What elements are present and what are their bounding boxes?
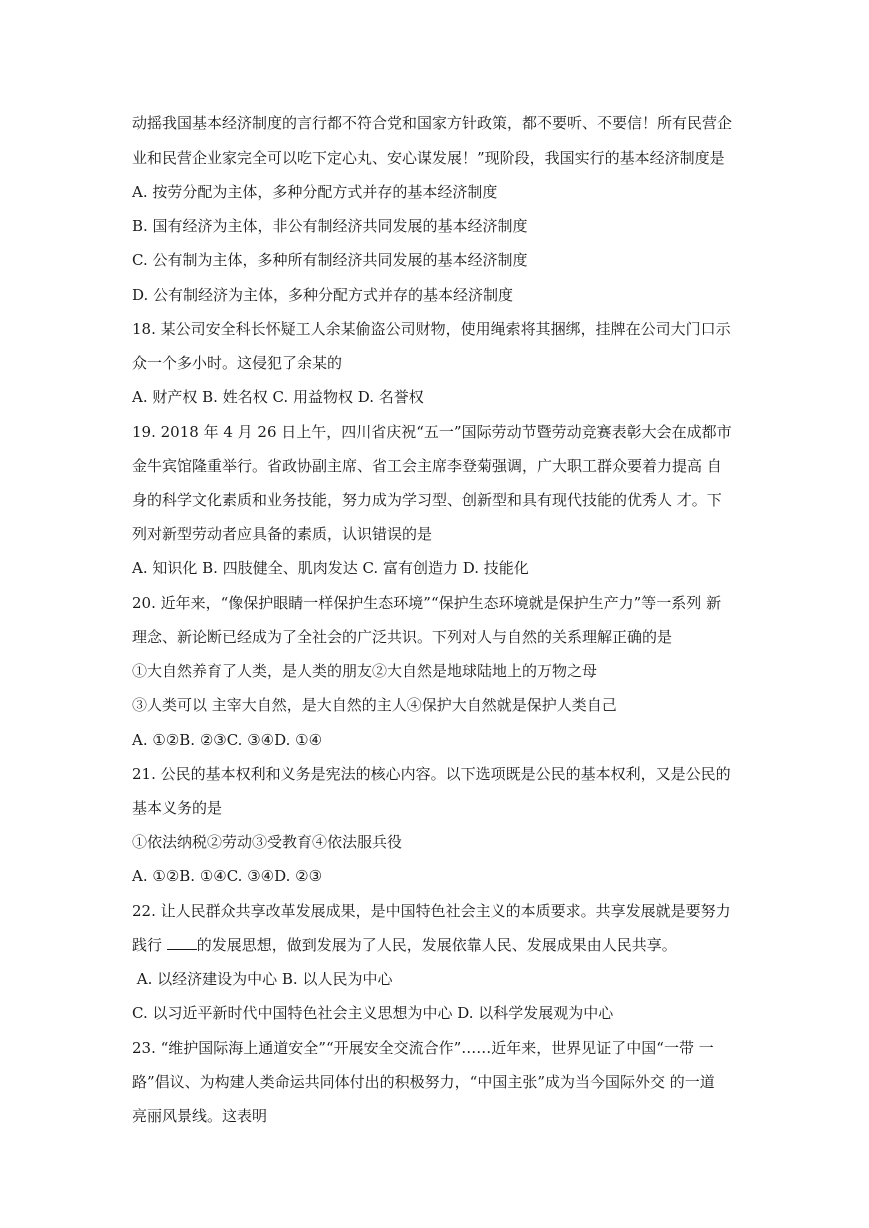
- question-23: 23. “维护国际海上通道安全”“开展安全交流合作”……近年来，世界见证了中国“一带 一: [132, 1039, 714, 1057]
- text-line: 理念、新论断已经成为了全社会的广泛共识。下列对人与自然的关系理解正确的是: [132, 628, 673, 646]
- option-line: D. 公有制经济为主体，多种分配方式并存的基本经济制度: [132, 286, 514, 304]
- option-line: A. 财产权 B. 姓名权 C. 用益物权 D. 名誉权: [132, 388, 424, 406]
- question-21: 21. 公民的基本权利和义务是宪法的核心内容。以下选项既是公民的基本权利，又是公民的: [132, 765, 731, 783]
- text-line: 金牛宾馆隆重举行。省政协副主席、省工会主席李登菊强调，广大职工群众要着力提高 自: [132, 457, 722, 475]
- text-line: 动摇我国基本经济制度的言行都不符合党和国家方针政策，都不要听、不要信！所有民营企: [132, 114, 733, 132]
- text-line: 列对新型劳动者应具备的素质，认识错误的是: [132, 525, 433, 543]
- answer-blank: [167, 935, 197, 950]
- question-22: 22. 让人民群众共享改革发展成果，是中国特色社会主义的本质要求。共享发展就是要努力: [132, 902, 731, 920]
- question-19: 19. 2018 年 4 月 26 日上午，四川省庆祝“五一”国际劳动节暨劳动竞赛表彰大会在成都市: [132, 423, 732, 441]
- option-line: A. 知识化 B. 四肢健全、肌肉发达 C. 富有创造力 D. 技能化: [132, 559, 529, 577]
- text-line: 业和民营企业家完全可以吃下定心丸、安心谋发展！”现阶段，我国实行的基本经济制度是: [132, 149, 725, 167]
- text-line: 众一个多小时。这侵犯了余某的: [132, 354, 343, 372]
- option-line: A. ①②B. ②③C. ③④D. ①④: [132, 731, 323, 749]
- option-line: A. ①②B. ①④C. ③④D. ②③: [132, 867, 323, 885]
- statement-line: ③人类可以 主宰大自然，是大自然的主人④保护大自然就是保护人类自己: [132, 696, 617, 714]
- option-line: A. 以经济建设为中心 B. 以人民为中心: [132, 970, 393, 988]
- text-line: [132, 935, 677, 955]
- text-line: 亮丽风景线。这表明: [132, 1107, 268, 1125]
- option-line: B. 国有经济为主体，非公有制经济共同发展的基本经济制度: [132, 217, 528, 235]
- option-line: C. 公有制为主体，多种所有制经济共同发展的基本经济制度: [132, 251, 528, 269]
- text-line: 身的科学文化素质和业务技能，努力成为学习型、创新型和具有现代技能的优秀人 才。下: [132, 491, 722, 509]
- text-line: 路”倡议、为构建人类命运共同体付出的积极努力，“中国主张”成为当今国际外交 的一道: [132, 1073, 715, 1091]
- statement-line: ①依法纳税②劳动③受教育④依法服兵役: [132, 833, 403, 851]
- question-18: 18. 某公司安全科长怀疑工人余某偷盗公司财物，使用绳索将其捆绑，挂牌在公司大门口示: [132, 320, 731, 338]
- text-after-blank: 的发展思想，做到发展为了人民，发展依靠人民、发展成果由人民共享。: [196, 936, 677, 954]
- text-line: 基本义务的是: [132, 799, 223, 817]
- text-before-blank: 践行: [132, 936, 167, 954]
- option-line: C. 以习近平新时代中国特色社会主义思想为中心 D. 以科学发展观为中心: [132, 1004, 614, 1022]
- question-20: 20. 近年来，“像保护眼睛一样保护生态环境”“保护生态环境就是保护生产力”等一系列 新: [132, 594, 722, 612]
- option-line: A. 按劳分配为主体，多种分配方式并存的基本经济制度: [132, 183, 498, 201]
- statement-line: ①大自然养育了人类，是人类的朋友②大自然是地球陆地上的万物之母: [132, 662, 598, 680]
